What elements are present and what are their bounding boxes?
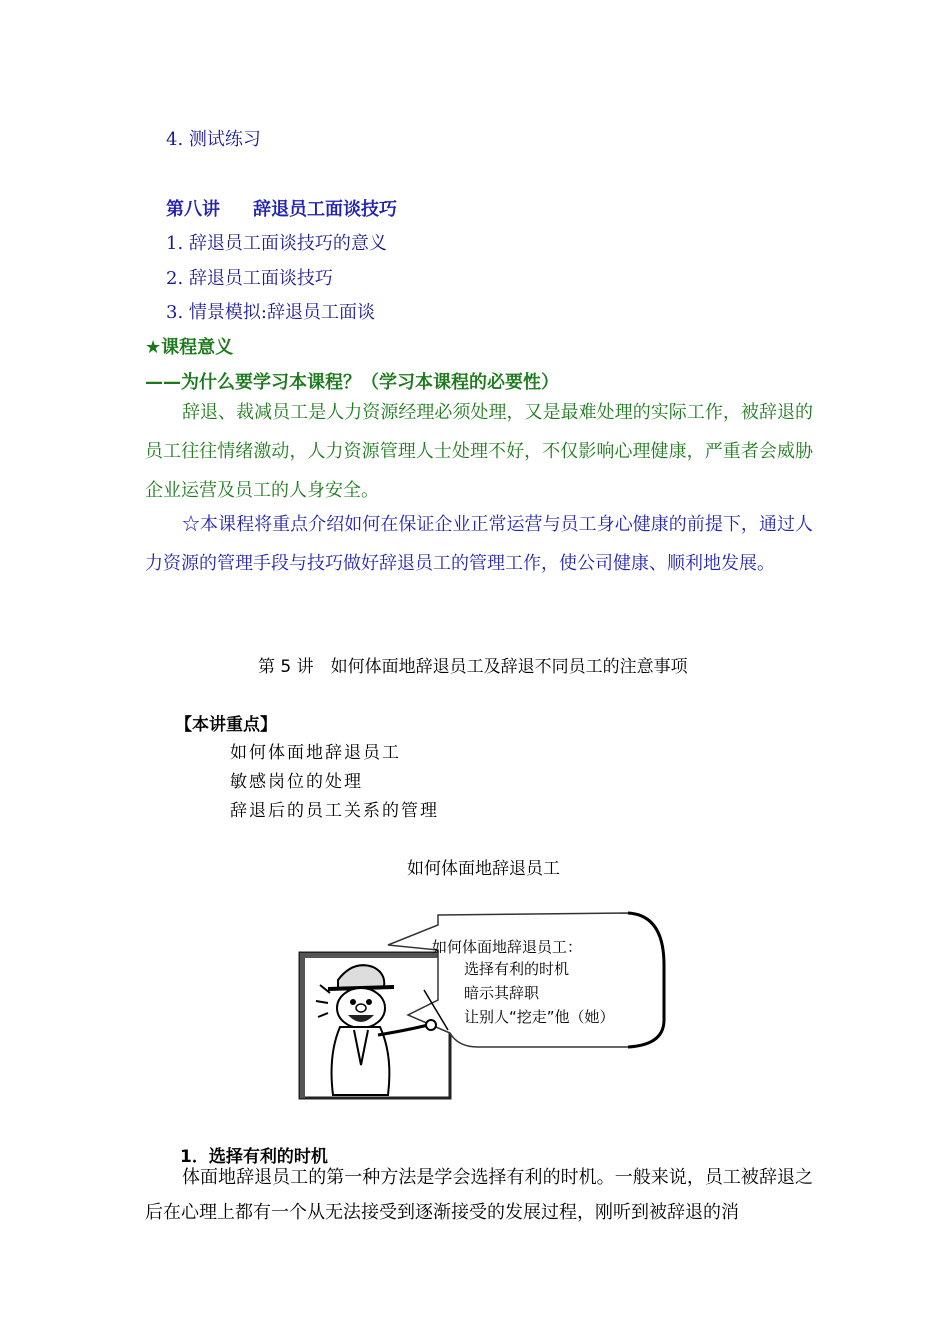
lecture5-title: 第 5 讲 如何体面地辞退员工及辞退不同员工的注意事项 <box>258 657 688 677</box>
lecture5-focus-label: 【本讲重点】 <box>175 715 277 735</box>
bubble-title: 如何体面地辞退员工： <box>432 938 583 956</box>
course-meaning-heading: ★课程意义 <box>145 337 234 358</box>
cartoon-drawing <box>298 905 674 1101</box>
lecture8-item: 2. 辞退员工面谈技巧 <box>166 268 333 289</box>
bubble-item: 暗示其辞职 <box>464 984 540 1002</box>
focus-item: 如何体面地辞退员工 <box>230 743 401 763</box>
lecture8-title: 第八讲 <box>166 199 220 220</box>
cartoon-illustration <box>298 905 674 1101</box>
lecture8-item: 3. 情景模拟:辞退员工面谈 <box>166 302 375 323</box>
course-meaning-paragraph-2: ☆本课程将重点介绍如何在保证企业正常运营与员工身心健康的前提下，通过人力资源的管理手段与技巧做好辞退员工的管理工作，使公司健康、顺利地发展。 <box>145 514 813 574</box>
lecture8-item: 1. 辞退员工面谈技巧的意义 <box>166 233 387 254</box>
toc-item-4: 4. 测试练习 <box>166 129 261 150</box>
section1-paragraph: 体面地辞退员工的第一种方法是学会选择有利的时机。一般来说，员工被辞退之后在心理上都有一个从无法接受到逐渐接受的发展过程，刚听到被辞退的消 <box>145 1167 813 1223</box>
course-meaning-subheading: ——为什么要学习本课程？（学习本课程的必要性） <box>145 372 559 393</box>
focus-item: 辞退后的员工关系的管理 <box>230 801 439 821</box>
course-meaning-paragraph-1: 辞退、裁减员工是人力资源经理必须处理，又是最难处理的实际工作，被辞退的员工往往情绪激动，人力资源管理人士处理不好，不仅影响心理健康，严重者会威胁企业运营及员工的人身安全。 <box>145 402 813 501</box>
section1-heading: 1．选择有利的时机 <box>180 1147 328 1167</box>
lecture8-subtitle: 辞退员工面谈技巧 <box>253 199 397 220</box>
bubble-item: 选择有利的时机 <box>464 960 570 978</box>
bubble-item: 让别人“挖走”他（她） <box>464 1008 615 1026</box>
focus-item: 敏感岗位的处理 <box>230 772 363 792</box>
section-title: 如何体面地辞退员工 <box>407 859 560 879</box>
